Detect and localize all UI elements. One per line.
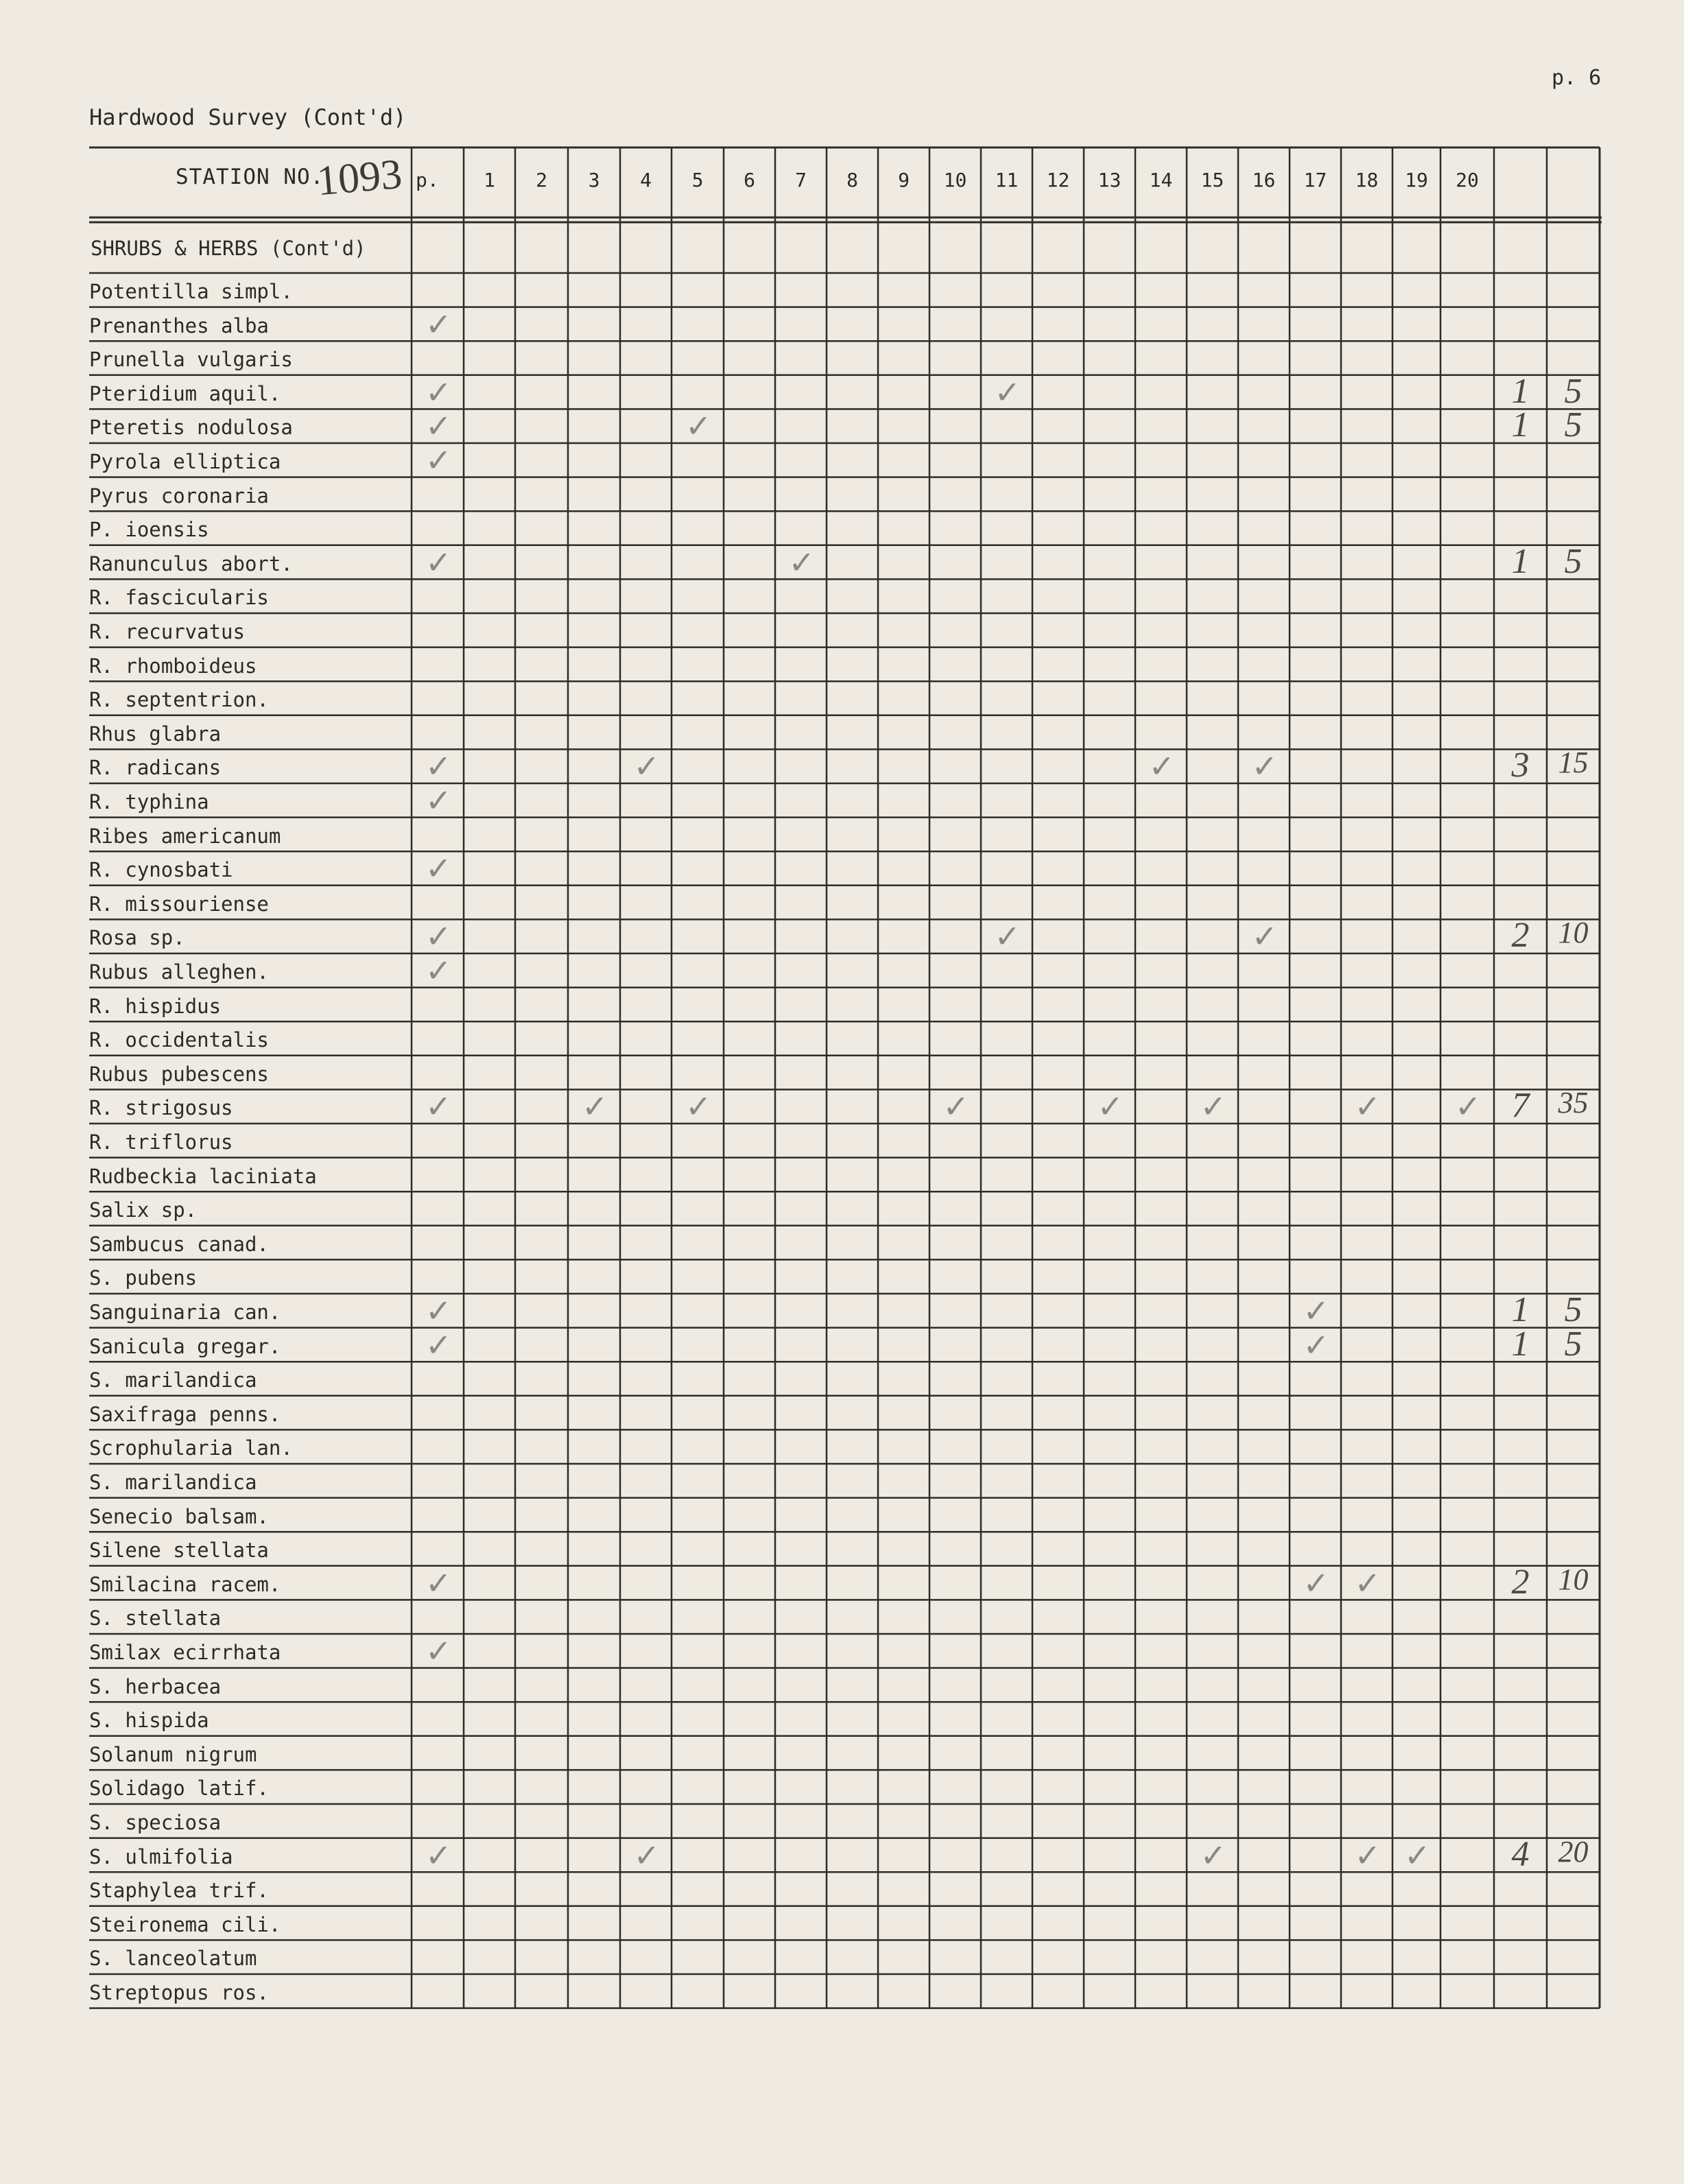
total-percent: 5	[1564, 541, 1582, 581]
species-name: Saxifraga penns.	[89, 1402, 281, 1426]
species-name: Pteretis nodulosa	[89, 416, 293, 440]
check-mark: ✓	[1354, 1088, 1381, 1126]
check-mark: ✓	[425, 952, 452, 989]
species-name: Prunella vulgaris	[89, 348, 293, 372]
column-header: 10	[943, 169, 967, 191]
total-percent: 5	[1564, 1324, 1582, 1364]
check-mark: ✓	[425, 1326, 452, 1364]
column-header: 6	[744, 169, 755, 191]
column-header: 16	[1252, 169, 1276, 191]
check-mark: ✓	[1200, 1836, 1227, 1874]
column-header: 20	[1456, 169, 1479, 191]
column-header: 19	[1405, 169, 1428, 191]
species-name: S. herbacea	[89, 1674, 222, 1698]
check-mark: ✓	[425, 850, 452, 888]
species-name: Sanguinaria can.	[89, 1301, 281, 1324]
species-name: Smilax ecirrhata	[89, 1641, 281, 1664]
check-mark: ✓	[425, 1088, 452, 1126]
check-mark: ✓	[994, 918, 1021, 956]
species-name: R. strigosus	[89, 1096, 233, 1120]
column-header: 18	[1355, 169, 1379, 191]
species-name: Steironema cili.	[89, 1912, 281, 1936]
species-name: S. marilandica	[89, 1471, 257, 1494]
species-name: R. missouriense	[89, 892, 269, 916]
station-label: STATION NO.	[176, 165, 324, 189]
species-name: Pyrus coronaria	[89, 484, 269, 508]
check-mark: ✓	[1303, 1292, 1330, 1329]
species-name: Ribes americanum	[89, 824, 281, 848]
section-label: SHRUBS & HERBS (Cont'd)	[91, 237, 366, 260]
species-name: P. ioensis	[89, 518, 209, 542]
species-name: Rubus alleghen.	[89, 960, 269, 984]
species-name: Pyrola elliptica	[89, 450, 281, 473]
check-mark: ✓	[942, 1088, 970, 1126]
species-name: Solidago latif.	[89, 1777, 269, 1801]
column-header: 5	[691, 169, 704, 191]
column-header: 9	[898, 169, 910, 191]
check-mark: ✓	[425, 442, 452, 479]
total-frequency: 1	[1511, 371, 1530, 411]
species-name: Rubus pubescens	[89, 1062, 269, 1086]
column-header: 17	[1303, 169, 1327, 191]
check-mark: ✓	[425, 1564, 452, 1602]
check-mark: ✓	[1404, 1836, 1431, 1874]
species-name: Streptopus ros.	[89, 1981, 269, 2004]
column-header: 12	[1046, 169, 1070, 191]
species-name: Smilacina racem.	[89, 1572, 281, 1596]
total-percent: 10	[1558, 1562, 1589, 1596]
species-name: Rhus glabra	[89, 722, 222, 746]
document-title: Hardwood Survey (Cont'd)	[89, 104, 407, 130]
species-name: Pteridium aquil.	[89, 381, 281, 405]
check-mark: ✓	[1455, 1088, 1482, 1126]
column-header: 3	[588, 169, 600, 191]
species-name: S. lanceolatum	[89, 1947, 257, 1971]
check-mark: ✓	[1148, 748, 1176, 785]
species-name: R. occidentalis	[89, 1028, 269, 1052]
page-number: p. 6	[1552, 66, 1602, 90]
total-percent: 35	[1558, 1086, 1589, 1120]
species-name: R. rhomboideus	[89, 654, 257, 678]
check-mark: ✓	[425, 543, 452, 581]
total-percent: 5	[1564, 405, 1582, 445]
total-frequency: 1	[1511, 1324, 1530, 1364]
species-name: Staphylea trif.	[89, 1879, 269, 1903]
column-header: 7	[795, 169, 807, 191]
total-frequency: 1	[1511, 541, 1530, 581]
species-name: Ranunculus abort.	[89, 551, 293, 575]
species-name: S. hispida	[89, 1709, 209, 1733]
total-frequency: 2	[1511, 916, 1530, 956]
check-mark: ✓	[1251, 918, 1279, 956]
total-frequency: 4	[1511, 1834, 1530, 1874]
species-name: R. typhina	[89, 790, 209, 814]
species-name: Senecio balsam.	[89, 1504, 269, 1528]
check-mark: ✓	[1251, 748, 1279, 785]
total-frequency: 1	[1511, 405, 1530, 445]
species-name: Silene stellata	[89, 1539, 269, 1563]
check-mark: ✓	[425, 1836, 452, 1874]
check-mark: ✓	[425, 1292, 452, 1329]
check-mark: ✓	[994, 373, 1021, 411]
check-mark: ✓	[633, 1836, 661, 1874]
species-name: Scrophularia lan.	[89, 1436, 293, 1460]
column-header: 8	[846, 169, 858, 191]
check-mark: ✓	[582, 1088, 608, 1126]
species-name: Rudbeckia laciniata	[89, 1164, 317, 1188]
check-mark: ✓	[425, 748, 452, 785]
total-frequency: 2	[1511, 1562, 1530, 1602]
check-mark: ✓	[425, 373, 452, 411]
species-name: Solanum nigrum	[89, 1742, 257, 1766]
total-frequency: 3	[1511, 746, 1530, 785]
total-percent: 20	[1558, 1834, 1589, 1868]
column-header: 13	[1098, 169, 1122, 191]
species-name: R. radicans	[89, 756, 222, 780]
check-mark: ✓	[1200, 1088, 1227, 1126]
species-name: Potentilla simpl.	[89, 280, 293, 303]
species-name: R. septentrion.	[89, 688, 269, 712]
total-frequency: 1	[1511, 1290, 1530, 1329]
column-header: 14	[1149, 169, 1173, 191]
column-header: 11	[995, 169, 1019, 191]
check-mark: ✓	[685, 407, 712, 445]
species-name: S. stellata	[89, 1606, 222, 1630]
species-name: Salix sp.	[89, 1198, 198, 1222]
species-name: S. pubens	[89, 1266, 198, 1290]
species-name: R. fascicularis	[89, 586, 269, 610]
total-frequency: 7	[1511, 1086, 1530, 1126]
check-mark: ✓	[685, 1088, 712, 1126]
check-mark: ✓	[1303, 1326, 1330, 1364]
species-name: S. marilandica	[89, 1368, 257, 1392]
species-name: Rosa sp.	[89, 926, 185, 950]
species-name: Sanicula gregar.	[89, 1334, 281, 1358]
check-mark: ✓	[425, 407, 452, 445]
species-name: R. hispidus	[89, 994, 222, 1018]
check-mark: ✓	[1097, 1088, 1124, 1126]
check-mark: ✓	[425, 918, 452, 956]
total-percent: 15	[1558, 746, 1589, 780]
species-name: R. recurvatus	[89, 620, 245, 643]
species-name: R. triflorus	[89, 1130, 233, 1154]
species-name: Prenanthes alba	[89, 313, 269, 337]
station-number: 1093	[315, 150, 404, 205]
check-mark: ✓	[633, 748, 661, 785]
species-name: S. speciosa	[89, 1811, 222, 1834]
species-name: Sambucus canad.	[89, 1232, 269, 1256]
check-mark: ✓	[425, 305, 452, 343]
column-header: 4	[640, 169, 652, 191]
column-header-p: p.	[416, 169, 439, 191]
column-header: 2	[536, 169, 547, 191]
species-name: R. cynosbati	[89, 858, 233, 882]
column-header: 15	[1200, 169, 1224, 191]
check-mark: ✓	[425, 782, 452, 819]
total-percent: 10	[1558, 916, 1589, 950]
column-header: 1	[484, 169, 495, 191]
check-mark: ✓	[1354, 1564, 1381, 1602]
check-mark: ✓	[425, 1633, 452, 1670]
check-mark: ✓	[788, 543, 816, 581]
check-mark: ✓	[1303, 1564, 1330, 1602]
total-percent: 5	[1564, 371, 1582, 411]
check-mark: ✓	[1354, 1836, 1381, 1874]
species-name: S. ulmifolia	[89, 1844, 233, 1868]
total-percent: 5	[1564, 1290, 1582, 1329]
